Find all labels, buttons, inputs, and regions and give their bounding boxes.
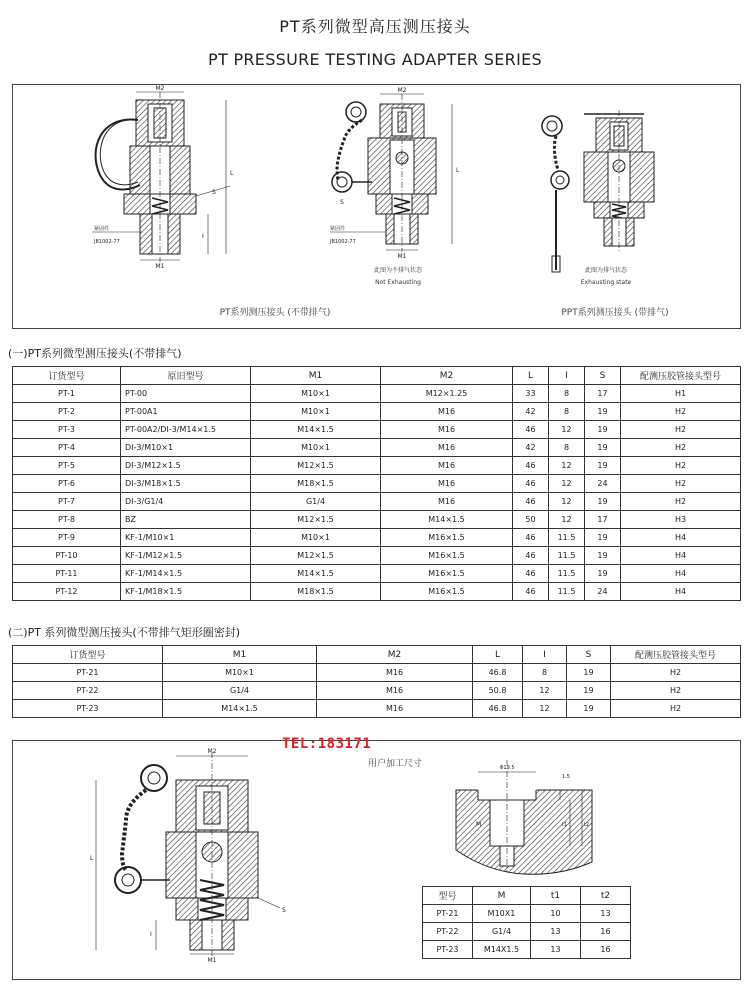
dim-s-middle: S (340, 199, 344, 206)
table3-cell: 10 (531, 905, 581, 923)
table1-cell: 42 (513, 403, 549, 421)
dim-m2-left: M2 (155, 85, 165, 92)
table2-cell: PT-21 (13, 664, 163, 682)
table1-cell: PT-7 (13, 493, 121, 511)
caption-left: PT系列测压接头 (不带排气) (219, 308, 331, 318)
section2-title: (二)PT 系列微型测压接头(不带排气矩形圈密封) (8, 626, 241, 639)
table3-header-row (423, 887, 631, 905)
dim-m1-left: M1 (155, 263, 165, 270)
table1-cell: 12 (549, 457, 585, 475)
table1-cell: M16×1.5 (381, 529, 513, 547)
table1-cell: 33 (513, 385, 549, 403)
table1-cell: M16 (381, 493, 513, 511)
dim-s-large: S (282, 907, 286, 914)
table1-cell: 19 (585, 457, 621, 475)
table1-cell: PT-10 (13, 547, 121, 565)
table1-cell: PT-00 (121, 385, 251, 403)
table3-cell: 13 (531, 923, 581, 941)
table1-cell: 46 (513, 493, 549, 511)
table3-cell: 16 (581, 923, 631, 941)
table1-cell: M14×1.5 (251, 421, 381, 439)
table1-cell: 11.5 (549, 529, 585, 547)
table1-cell: 46 (513, 547, 549, 565)
table2-header-cell: M1 (163, 646, 317, 664)
table1-cell: PT-6 (13, 475, 121, 493)
dim-s-left: S (212, 189, 216, 196)
table1-cell: M18×1.5 (251, 475, 381, 493)
table1-cell: 17 (585, 511, 621, 529)
table1-cell: 46 (513, 457, 549, 475)
dim-m2-large: M2 (207, 748, 217, 755)
table1-cell: PT-5 (13, 457, 121, 475)
table1-cell: M12×1.5 (251, 457, 381, 475)
table1-cell: H2 (621, 439, 741, 457)
table3-cell: M14X1.5 (473, 941, 531, 959)
table1-cell: PT-3 (13, 421, 121, 439)
dim-i-large: I (150, 931, 152, 938)
table2-cell: 46.8 (473, 700, 523, 718)
seal-code-middle: JB1002-77 (330, 239, 356, 245)
table2-cell: M16 (317, 682, 473, 700)
seal-label-middle: 紧固件 (330, 226, 346, 232)
table1-cell: H4 (621, 583, 741, 601)
table1-cell: H2 (621, 421, 741, 439)
table1-cell: H2 (621, 457, 741, 475)
dim-phi: Φ19.5 (499, 765, 515, 771)
table1-cell: M18×1.5 (251, 583, 381, 601)
table2-cell: 19 (567, 700, 611, 718)
mid-note-cn: 此图为不排气状态 (373, 267, 423, 274)
right-note-en: Exhausting state (580, 279, 632, 286)
table1-header-cell: L (513, 367, 549, 385)
table1-cell: 8 (549, 439, 585, 457)
dim-l-middle: L (456, 167, 460, 174)
table1-cell: 46 (513, 475, 549, 493)
table1-cell: 11.5 (549, 547, 585, 565)
spec-table-3 (422, 886, 631, 959)
table1-cell: M14×1.5 (251, 565, 381, 583)
table1-cell: 11.5 (549, 565, 585, 583)
table1-cell: 8 (549, 403, 585, 421)
table1-cell: 19 (585, 547, 621, 565)
table1-cell: 24 (585, 475, 621, 493)
table1-cell: PT-1 (13, 385, 121, 403)
table1-cell: H4 (621, 529, 741, 547)
table1-cell: M10×1 (251, 529, 381, 547)
dim-l-left: L (230, 170, 234, 177)
table3-cell: G1/4 (473, 923, 531, 941)
table1-cell: M10×1 (251, 403, 381, 421)
user-dims-label: 用户加工尺寸 (368, 759, 423, 769)
table1-cell: PT-9 (13, 529, 121, 547)
table1-cell: 19 (585, 565, 621, 583)
dim-l-large: L (90, 855, 94, 862)
table3-row (423, 941, 631, 959)
mid-note-en: Not Exhausting (375, 279, 421, 286)
table2-cell: H2 (611, 664, 741, 682)
table1-cell: H2 (621, 475, 741, 493)
table2-cell: 12 (523, 700, 567, 718)
dim-m-port: M (476, 821, 482, 828)
table1-cell: PT-11 (13, 565, 121, 583)
table1-cell: M16 (381, 475, 513, 493)
table1-cell: M12×1.5 (251, 547, 381, 565)
table2-header-cell: 订货型号 (13, 646, 163, 664)
table1-cell: KF-1/M10×1 (121, 529, 251, 547)
table1-cell: 42 (513, 439, 549, 457)
table1-cell: M12×1.5 (251, 511, 381, 529)
table1-cell: 19 (585, 529, 621, 547)
table3-header-cell: M (473, 887, 531, 905)
table2-cell: G1/4 (163, 682, 317, 700)
table1-cell: PT-12 (13, 583, 121, 601)
table1-cell: DI-3/M10×1 (121, 439, 251, 457)
table1-cell: 8 (549, 385, 585, 403)
seal-code-left: JB1002-77 (94, 239, 120, 245)
table1-cell: 11.5 (549, 583, 585, 601)
table2-cell: 12 (523, 682, 567, 700)
table1-cell: 19 (585, 421, 621, 439)
table2-cell: H2 (611, 682, 741, 700)
table3-cell: PT-23 (423, 941, 473, 959)
table3-row (423, 905, 631, 923)
table1-cell: PT-4 (13, 439, 121, 457)
table1-cell: M16×1.5 (381, 547, 513, 565)
table1-cell: PT-2 (13, 403, 121, 421)
table1-cell: H3 (621, 511, 741, 529)
table1-header-cell: I (549, 367, 585, 385)
table1-cell: KF-1/M18×1.5 (121, 583, 251, 601)
table1-cell: 12 (549, 475, 585, 493)
table1-header-cell: 原旧型号 (121, 367, 251, 385)
table3-cell: PT-22 (423, 923, 473, 941)
dim-15: 1.5 (562, 774, 570, 780)
table1-cell: 46 (513, 529, 549, 547)
table3-cell: 13 (531, 941, 581, 959)
table1-header-cell: 配测压胶管接头型号 (621, 367, 741, 385)
dim-m1-large: M1 (207, 957, 217, 964)
table1-cell: H4 (621, 565, 741, 583)
table1-cell: 50 (513, 511, 549, 529)
caption-right: PPT系列测压接头 (带排气) (561, 308, 669, 318)
table3-cell: PT-21 (423, 905, 473, 923)
dim-m1-middle: M1 (397, 253, 407, 260)
table2-cell: 50.8 (473, 682, 523, 700)
table1-header-cell: M1 (251, 367, 381, 385)
table1-cell: M10×1 (251, 385, 381, 403)
table3-cell: 13 (581, 905, 631, 923)
dim-t1: t1 (562, 822, 568, 828)
table2-cell: 46.8 (473, 664, 523, 682)
table1-cell: M16 (381, 421, 513, 439)
table1-cell: M12×1.25 (381, 385, 513, 403)
page-title-cn: PT系列微型高压测压接头 (279, 17, 471, 36)
table1-cell: M16×1.5 (381, 565, 513, 583)
seal-label-left: 紧固件 (94, 226, 110, 232)
table2-cell: M16 (317, 664, 473, 682)
table2-cell: M10×1 (163, 664, 317, 682)
port-cross-section (456, 760, 592, 874)
table3-row (423, 923, 631, 941)
table1-cell: M16 (381, 403, 513, 421)
adapter-drawing-large (96, 752, 280, 958)
table2-cell: H2 (611, 700, 741, 718)
page-title-en: PT PRESSURE TESTING ADAPTER SERIES (208, 50, 542, 69)
table2-cell: 19 (567, 664, 611, 682)
table3-header-cell: t1 (531, 887, 581, 905)
table2-cell: PT-23 (13, 700, 163, 718)
table2-cell: M16 (317, 700, 473, 718)
table2-cell: 8 (523, 664, 567, 682)
table1-cell: M16 (381, 457, 513, 475)
table1-header-cell: 订货型号 (13, 367, 121, 385)
table1-cell: M16 (381, 439, 513, 457)
table1-cell: 46 (513, 565, 549, 583)
table2-header-cell: 配测压胶管接头型号 (611, 646, 741, 664)
table1-cell: H2 (621, 493, 741, 511)
right-note-cn: 此图为排气状态 (584, 267, 628, 274)
table2-header-cell: M2 (317, 646, 473, 664)
table1-cell: KF-1/M12×1.5 (121, 547, 251, 565)
table1-cell: 19 (585, 493, 621, 511)
table1-cell: DI-3/G1/4 (121, 493, 251, 511)
table1-cell: H4 (621, 547, 741, 565)
table2-cell: PT-22 (13, 682, 163, 700)
table3-header-cell: t2 (581, 887, 631, 905)
table1-cell: M16×1.5 (381, 583, 513, 601)
table2-header-cell: I (523, 646, 567, 664)
dim-m2-middle: M2 (397, 87, 407, 94)
table1-cell: 19 (585, 439, 621, 457)
table2-header-cell: S (567, 646, 611, 664)
table1-cell: 46 (513, 421, 549, 439)
table1-cell: PT-00A2/DI-3/M14×1.5 (121, 421, 251, 439)
table1-cell: KF-1/M14×1.5 (121, 565, 251, 583)
table1-cell: 12 (549, 421, 585, 439)
table1-cell: H2 (621, 403, 741, 421)
table1-cell: M10×1 (251, 439, 381, 457)
table1-cell: DI-3/M12×1.5 (121, 457, 251, 475)
table1-cell: 24 (585, 583, 621, 601)
table1-cell: 12 (549, 493, 585, 511)
table1-cell: 19 (585, 403, 621, 421)
dim-t2: t2 (584, 822, 590, 828)
table3-header-cell: 型号 (423, 887, 473, 905)
table3-cell: M10X1 (473, 905, 531, 923)
table1-header-cell: S (585, 367, 621, 385)
table3-cell: 16 (581, 941, 631, 959)
table1-header-cell: M2 (381, 367, 513, 385)
table1-cell: DI-3/M18×1.5 (121, 475, 251, 493)
table1-cell: 12 (549, 511, 585, 529)
table1-cell: H1 (621, 385, 741, 403)
table2-cell: 19 (567, 682, 611, 700)
table1-cell: PT-8 (13, 511, 121, 529)
phone-number: TEL:183171 (282, 736, 372, 752)
table1-cell: 46 (513, 583, 549, 601)
table2-cell: M14×1.5 (163, 700, 317, 718)
dim-i-left: I (202, 233, 204, 240)
table1-cell: 17 (585, 385, 621, 403)
table2-header-cell: L (473, 646, 523, 664)
table1-cell: BZ (121, 511, 251, 529)
table1-cell: G1/4 (251, 493, 381, 511)
table1-cell: PT-00A1 (121, 403, 251, 421)
table1-cell: M14×1.5 (381, 511, 513, 529)
section1-title: (一)PT系列微型测压接头(不带排气) (8, 347, 182, 360)
